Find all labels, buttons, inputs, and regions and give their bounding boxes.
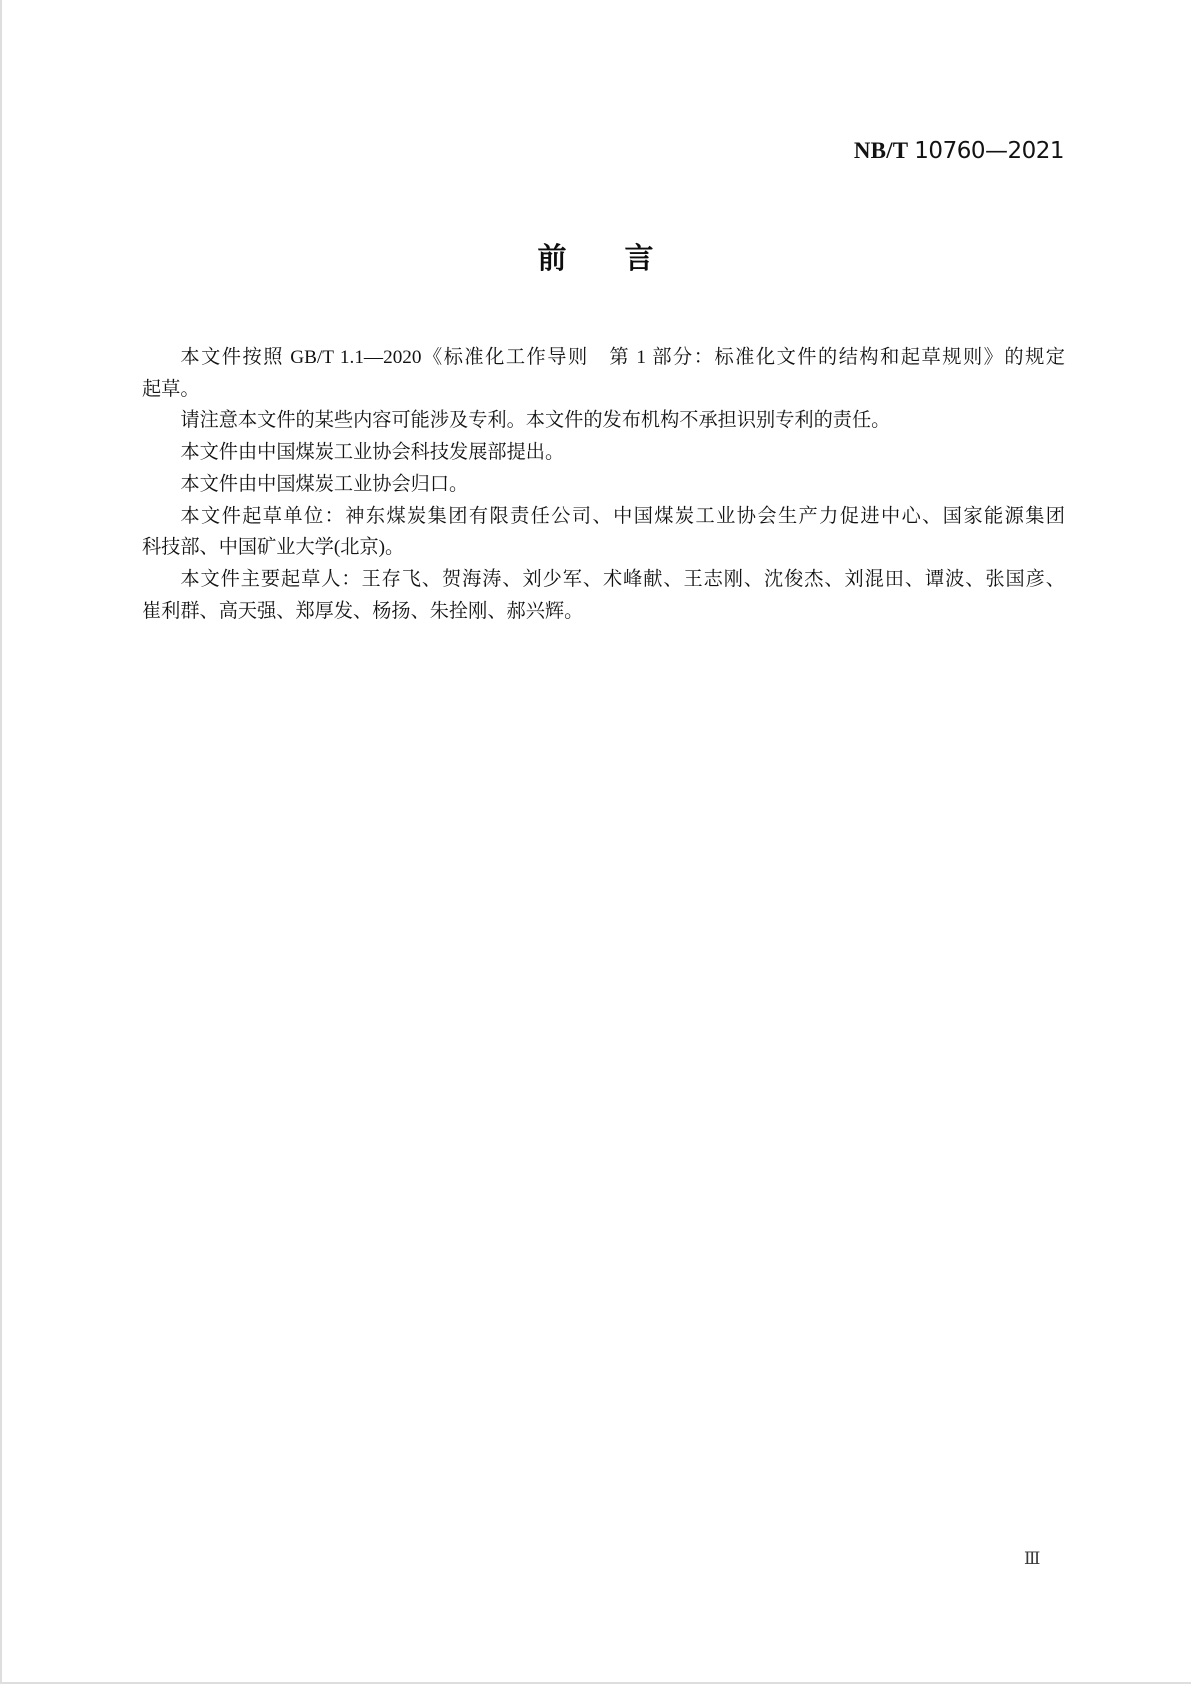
- standard-code-number: 10760—2021: [914, 138, 1064, 164]
- standard-code-prefix: NB/T: [853, 138, 909, 163]
- foreword-line-7: 科技部、中国矿业大学(北京)。: [142, 537, 405, 559]
- foreword-line-5: 本文件由中国煤炭工业协会归口。: [180, 473, 469, 495]
- foreword-line-9: 崔利群、高天强、郑厚发、杨扬、朱拴刚、郝兴辉。: [142, 600, 584, 622]
- foreword-line-3: 请注意本文件的某些内容可能涉及专利。本文件的发布机构不承担识别专利的责任。: [180, 410, 891, 432]
- foreword-line-4: 本文件由中国煤炭工业协会科技发展部提出。: [180, 442, 565, 464]
- foreword-line-8: 本文件主要起草人：王存飞、贺海涛、刘少军、术峰献、王志刚、沈俊杰、刘混田、谭波、张国彦、: [180, 568, 1065, 590]
- foreword-line-1: 本文件按照 GB/T 1.1—2020《标准化工作导则 第 1 部分：标准化文件的结构和起草规则》的规定: [180, 347, 1065, 368]
- foreword-line-6: 本文件起草单位：神东煤炭集团有限责任公司、中国煤炭工业协会生产力促进中心、国家能源集团: [180, 505, 1065, 527]
- standard-code: [854, 138, 1064, 164]
- foreword-text-block: [142, 342, 1065, 627]
- foreword-line-2: 起草。: [142, 378, 200, 400]
- page-number: Ⅲ: [1024, 1549, 1041, 1568]
- foreword-title: 前 言: [537, 243, 654, 275]
